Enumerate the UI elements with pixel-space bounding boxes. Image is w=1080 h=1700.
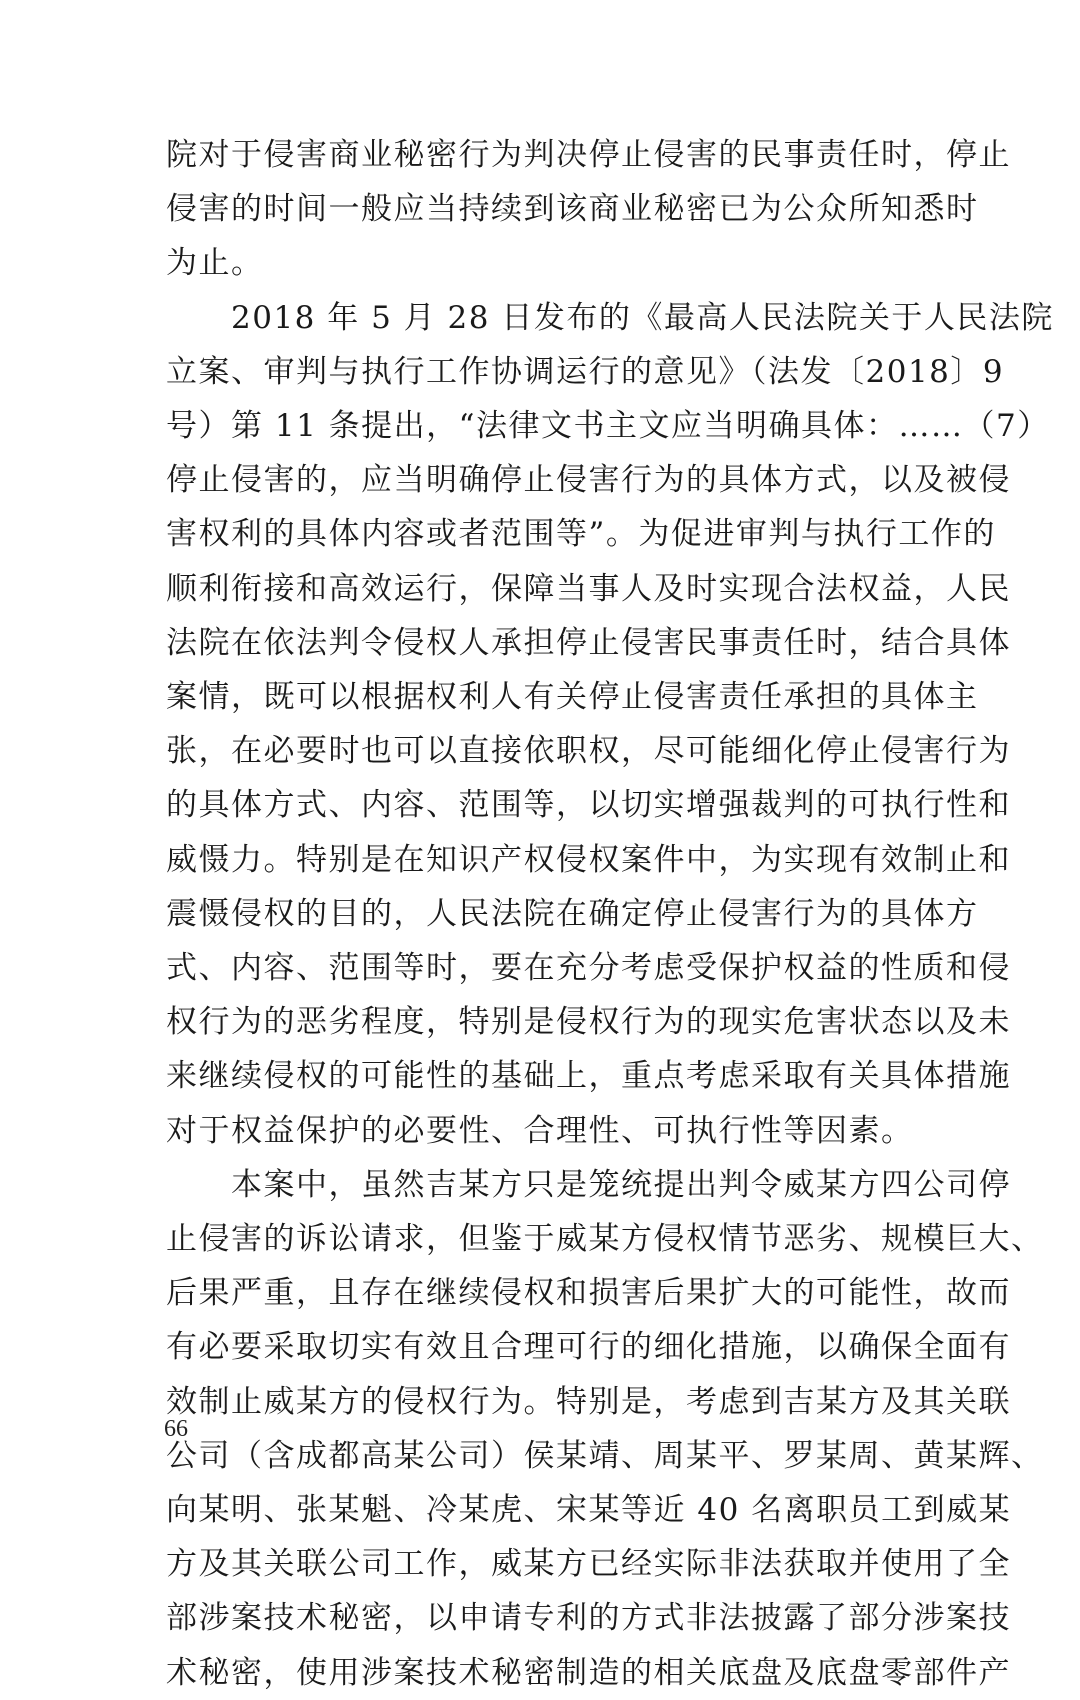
text-line: 效制止威某方的侵权行为。特别是，考虑到吉某方及其关联 <box>166 1383 1011 1420</box>
text-line: 法院在依法判令侵权人承担停止侵害民事责任时，结合具体 <box>166 624 1011 661</box>
text-line: 震慑侵权的目的，人民法院在确定停止侵害行为的具体方 <box>166 895 979 932</box>
text-line: 术秘密，使用涉案技术秘密制造的相关底盘及底盘零部件产 <box>166 1654 1011 1691</box>
text-line: 案情，既可以根据权利人有关停止侵害责任承担的具体主 <box>166 679 979 716</box>
text-line: 的具体方式、内容、范围等，以切实增强裁判的可执行性和 <box>166 787 1011 824</box>
text-line: 向某明、张某魁、冷某虎、宋某等近 40 名离职员工到威某 <box>166 1492 1012 1529</box>
page-number: 66 <box>164 1416 188 1442</box>
text-line: 2018 年 5 月 28 日发布的《最高人民法院关于人民法院 <box>166 299 1054 336</box>
text-line: 本案中，虽然吉某方只是笼统提出判令威某方四公司停 <box>166 1166 1011 1203</box>
text-line: 立案、审判与执行工作协调运行的意见》（法发〔2018〕9 <box>166 353 1005 390</box>
text-line: 有必要采取切实有效且合理可行的细化措施，以确保全面有 <box>166 1329 1011 1366</box>
text-line: 止侵害的诉讼请求，但鉴于威某方侵权情节恶劣、规模巨大、 <box>166 1221 1044 1258</box>
text-line: 停止侵害的，应当明确停止侵害行为的具体方式，以及被侵 <box>166 462 1011 499</box>
text-line: 顺利衔接和高效运行，保障当事人及时实现合法权益，人民 <box>166 570 1011 607</box>
text-line: 公司（含成都高某公司）侯某靖、周某平、罗某周、黄某辉、 <box>166 1437 1044 1474</box>
text-line: 式、内容、范围等时，要在充分考虑受保护权益的性质和侵 <box>166 950 1011 987</box>
text-line: 害权利的具体内容或者范围等”。为促进审判与执行工作的 <box>166 516 996 553</box>
paragraph-2 <box>166 291 1054 1158</box>
text-line: 方及其关联公司工作，威某方已经实际非法获取并使用了全 <box>166 1546 1011 1583</box>
text-line: 对于权益保护的必要性、合理性、可执行性等因素。 <box>166 1112 914 1149</box>
text-line: 侵害的时间一般应当持续到该商业秘密已为公众所知悉时 <box>166 191 979 228</box>
text-line: 来继续侵权的可能性的基础上，重点考虑采取有关具体措施 <box>166 1058 1011 1095</box>
text-line: 后果严重，且存在继续侵权和损害后果扩大的可能性，故而 <box>166 1275 1011 1312</box>
text-line: 部涉案技术秘密，以申请专利的方式非法披露了部分涉案技 <box>166 1600 1011 1637</box>
text-line: 号）第 11 条提出，“法律文书主文应当明确具体：……（7） <box>166 408 1050 445</box>
text-line: 威慑力。特别是在知识产权侵权案件中，为实现有效制止和 <box>166 841 1011 878</box>
paragraph-1 <box>166 128 1011 291</box>
paragraph-3 <box>166 1158 1044 1700</box>
text-line: 权行为的恶劣程度，特别是侵权行为的现实危害状态以及未 <box>166 1004 1011 1041</box>
text-line: 为止。 <box>166 245 264 282</box>
text-line: 张，在必要时也可以直接依职权，尽可能细化停止侵害行为 <box>166 733 1011 770</box>
document-body <box>166 128 1054 1700</box>
text-line: 院对于侵害商业秘密行为判决停止侵害的民事责任时，停止 <box>166 137 1011 173</box>
